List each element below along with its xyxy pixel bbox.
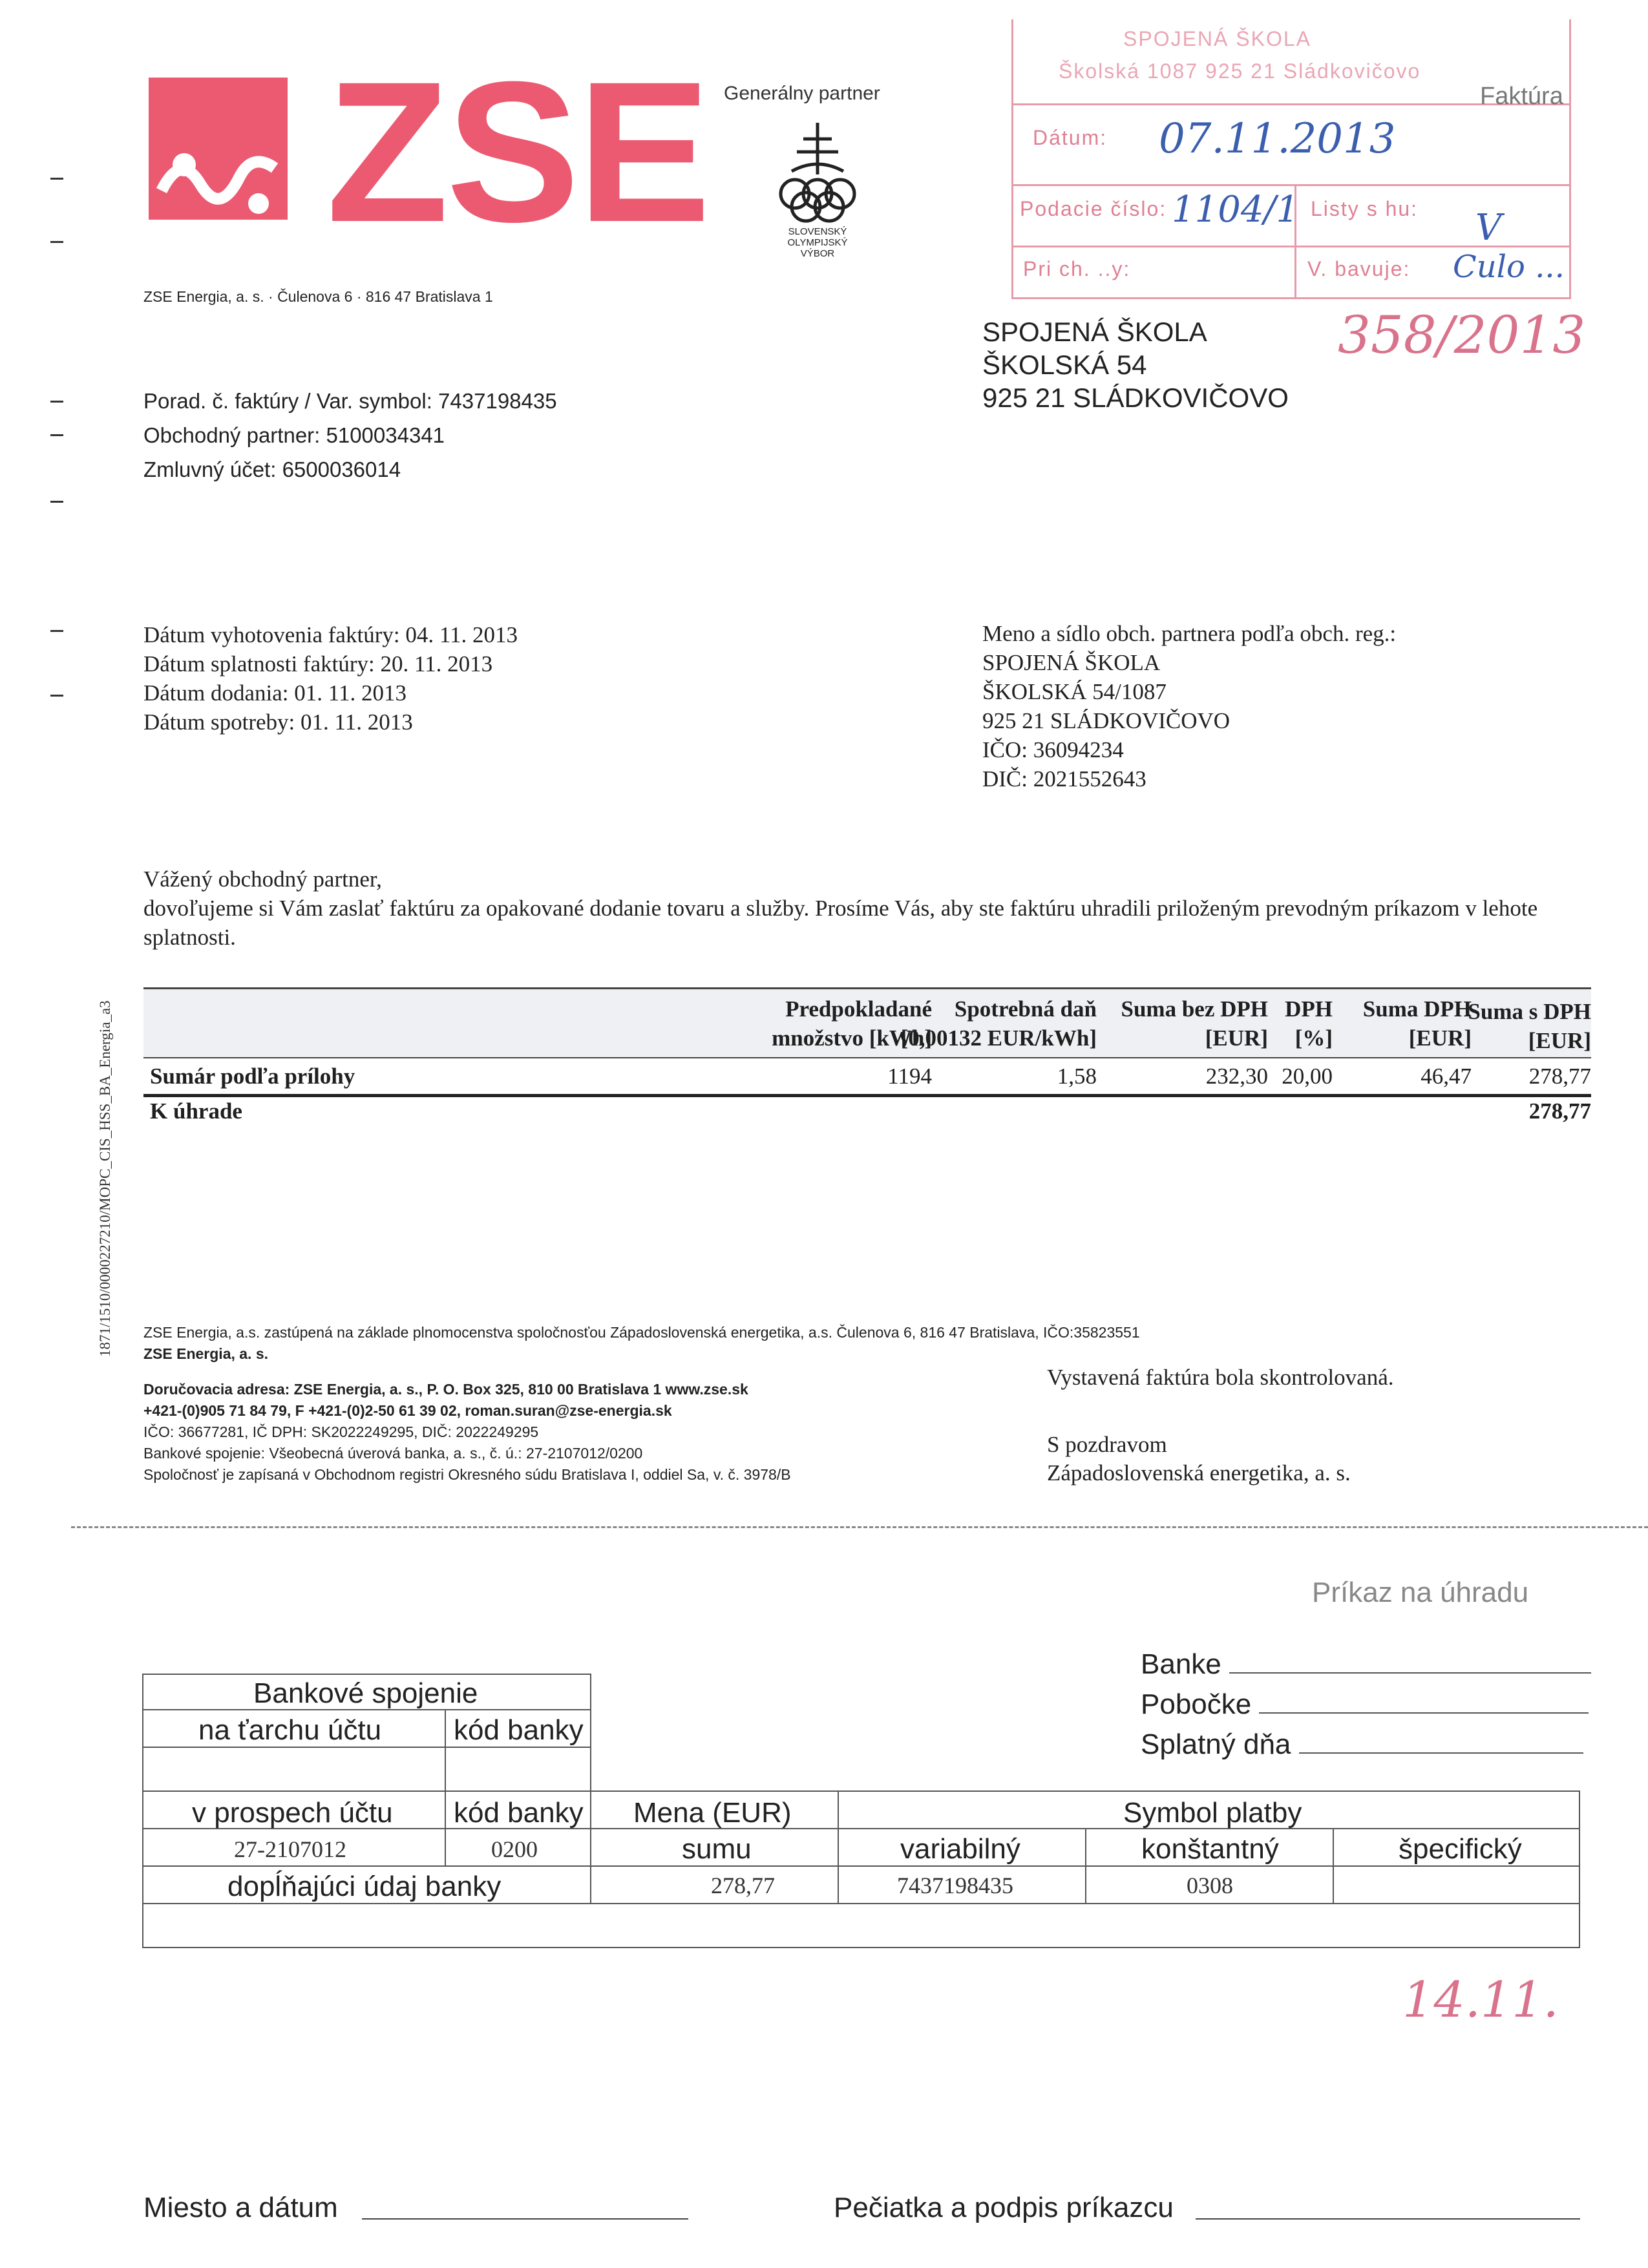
signature-label: Pečiatka a podpis príkazcu <box>834 2192 1174 2223</box>
business-partner-number: Obchodný partner: 5100034341 <box>143 423 445 447</box>
col-header-quantity: Predpokladané množstvo [kWh] <box>772 996 932 1051</box>
branch-line: Pobočke <box>1141 1685 1591 1725</box>
debit-code-value-cell <box>445 1747 591 1792</box>
symbol-header-cell: Symbol platby <box>838 1790 1580 1829</box>
cell-excise: 1,58 <box>1057 1064 1097 1089</box>
constant-label-cell: konštantný <box>1085 1828 1334 1867</box>
olympic-committee-logo <box>766 116 869 265</box>
partner-dic: DIČ: 2021552643 <box>982 766 1146 792</box>
issue-date: Dátum vyhotovenia faktúry: 04. 11. 2013 <box>143 622 518 647</box>
invoice-references <box>143 384 557 487</box>
cell-net: 232,30 <box>1205 1064 1268 1089</box>
zse-logo-text: ZSE <box>326 39 708 264</box>
stamp-attachments-value: V <box>1475 207 1503 249</box>
due-date: Dátum splatnosti faktúry: 20. 11. 2013 <box>143 651 493 677</box>
handwritten-date: 14.11. <box>1402 1971 1559 2028</box>
total-label: K úhrade <box>150 1098 242 1124</box>
registry-info: Spoločnosť je zapísaná v Obchodnom registri Okresného súdu Bratislava I, oddiel Sa, v. č. 3978/B <box>143 1466 791 1483</box>
recipient-line: ŠKOLSKÁ 54 <box>982 350 1147 380</box>
olympic-text-line-1: SLOVENSKÝ <box>788 226 847 237</box>
margin-mark <box>50 434 63 436</box>
partner-reg-line: 925 21 SLÁDKOVIČOVO <box>982 708 1231 733</box>
specific-value-cell <box>1333 1865 1580 1904</box>
account-value-cell: 27-2107012 <box>142 1828 446 1867</box>
debit-account-cell: na ťarchu účtu <box>142 1709 446 1748</box>
bank-code-value-cell: 0200 <box>445 1828 591 1867</box>
credit-account-cell: v prospech účtu <box>142 1790 446 1829</box>
stamp-processes-label: V. bavuje: <box>1307 257 1411 280</box>
bank-connection: Bankové spojenie: Všeobecná úverová banka, a. s., č. ú.: 27-2107012/0200 <box>143 1445 643 1462</box>
representation-line: ZSE Energia, a.s. zastúpená na základe plnomocenstva spoločnosťou Západoslovenská energetika, a.s. Čulenova 6, 816 47 Bratislava, IČO:35823551 <box>143 1324 1140 1341</box>
general-partner-label: Generálny partner <box>724 83 880 104</box>
company-ids: IČO: 36677281, IČ DPH: SK2022249295, DIČ: 2022249295 <box>143 1423 539 1440</box>
company-footer <box>143 1322 1140 1486</box>
partner-ico: IČO: 36094234 <box>982 737 1124 762</box>
checked-note: Vystavená faktúra bola skontrolovaná. <box>1047 1365 1394 1390</box>
consumption-date: Dátum spotreby: 01. 11. 2013 <box>143 709 413 735</box>
margin-mark <box>50 695 63 697</box>
stamp-handler-label: Pri ch. ..y: <box>1023 257 1131 280</box>
amount-value-cell: 278,77 <box>590 1865 839 1904</box>
table-header-row <box>143 987 1591 1058</box>
greeting-paragraph <box>143 865 1598 952</box>
constant-value-cell: 0308 <box>1085 1865 1334 1904</box>
recipient-address <box>982 315 1289 414</box>
margin-mark <box>50 501 63 503</box>
invoice-number: Porad. č. faktúry / Var. symbol: 7437198435 <box>143 389 557 413</box>
debit-account-value-cell <box>142 1747 446 1792</box>
credit-bank-code-cell: kód banky <box>445 1790 591 1829</box>
tear-off-line <box>71 1526 1648 1528</box>
stamp-date-label: Dátum: <box>1033 126 1108 149</box>
sender-address-line: ZSE Energia, a. s. · Čulenova 6 · 816 47 Bratislava 1 <box>143 288 493 305</box>
stamp-divider <box>1294 184 1296 297</box>
place-date-line <box>362 2218 688 2220</box>
stamp-divider <box>1013 246 1569 247</box>
greeting-body: dovoľujeme si Vám zaslať faktúru za opakované dodanie tovaru a služby. Prosíme Vás, aby ste faktúru uhradili priloženým prevodným príkazom v lehote splatnosti. <box>143 896 1538 950</box>
stamp-reg-value: 1104/1 <box>1172 189 1300 231</box>
margin-mark <box>50 241 63 243</box>
partner-registration <box>982 619 1396 793</box>
delivery-address: Doručovacia adresa: ZSE Energia, a. s., P. O. Box 325, 810 00 Bratislava 1 www.zse.sk <box>143 1381 748 1398</box>
olympic-text-line-3: VÝBOR <box>800 248 835 259</box>
company-name: ZSE Energia, a. s. <box>143 1345 269 1362</box>
document-type-label: Faktúra <box>1480 83 1563 110</box>
table-row <box>143 1058 1591 1094</box>
supplementary-label-cell: dopĺňajúci údaj banky <box>142 1865 591 1904</box>
stamp-processes-value: Culo ... <box>1453 249 1565 285</box>
margin-mark <box>50 630 63 632</box>
stamp-reg-label: Podacie číslo: <box>1020 197 1167 220</box>
delivery-date: Dátum dodania: 01. 11. 2013 <box>143 680 407 706</box>
invoice-dates <box>143 620 518 737</box>
currency-cell: Mena (EUR) <box>590 1790 839 1829</box>
place-date-label: Miesto a dátum <box>143 2192 338 2223</box>
payment-order-title: Príkaz na úhradu <box>1312 1577 1529 1608</box>
signature-line <box>1196 2218 1580 2220</box>
cell-vat-amount: 46,47 <box>1421 1064 1472 1089</box>
partner-reg-line: ŠKOLSKÁ 54/1087 <box>982 679 1167 704</box>
total-value: 278,77 <box>1528 1098 1591 1124</box>
cell-gross: 278,77 <box>1528 1064 1591 1089</box>
col-header-net: Suma bez DPH [EUR] <box>1121 996 1268 1051</box>
payment-order-table <box>142 1674 1580 1958</box>
variable-label-cell: variabilný <box>838 1828 1086 1867</box>
amount-label-cell: sumu <box>590 1828 839 1867</box>
variable-value-cell: 7437198435 <box>838 1865 1086 1904</box>
recipient-line: 925 21 SLÁDKOVIČOVO <box>982 383 1289 413</box>
col-header-vat-amount: Suma DPH [EUR] <box>1362 996 1472 1051</box>
signature-company: Západoslovenská energetika, a. s. <box>1047 1460 1351 1486</box>
zse-logo-mark <box>149 78 288 220</box>
col-header-gross: Suma s DPH [EUR] <box>1468 999 1591 1053</box>
cell-vat-rate: 20,00 <box>1282 1064 1333 1089</box>
specific-label-cell: špecifický <box>1333 1828 1580 1867</box>
partner-reg-heading: Meno a sídlo obch. partnera podľa obch. reg.: <box>982 621 1397 646</box>
margin-mark <box>50 401 63 403</box>
table-total-row <box>143 1094 1591 1136</box>
row-label: Sumár podľa prílohy <box>150 1064 355 1089</box>
partner-reg-line: SPOJENÁ ŠKOLA <box>982 650 1161 675</box>
payment-bottom-row <box>142 1903 1580 1948</box>
stamp-divider <box>1013 184 1569 186</box>
regards: S pozdravom <box>1047 1432 1167 1457</box>
olympic-text-line-2: OLYMPIJSKÝ <box>787 237 848 248</box>
col-header-vat-rate: DPH [%] <box>1285 996 1333 1051</box>
stamp-date-value: 07.11.2013 <box>1159 115 1396 163</box>
side-document-code: 1871/1510/0000227210/MOPC_CIS_HSS_BA_Energia_a3 <box>97 1000 113 1357</box>
stamp-header-2: Školská 1087 925 21 Sládkovičovo <box>1059 59 1421 83</box>
stamp-attachments-label: Listy s hu: <box>1311 197 1419 220</box>
cell-quantity: 1194 <box>887 1064 932 1089</box>
closing-block <box>1047 1363 1394 1487</box>
invoice-summary-table <box>143 987 1591 1136</box>
recipient-line: SPOJENÁ ŠKOLA <box>982 317 1207 347</box>
due-line: Splatný dňa <box>1141 1725 1591 1765</box>
contact-line: +421-(0)905 71 84 79, F +421-(0)2-50 61 39 02, roman.suran@zse-energia.sk <box>143 1402 672 1419</box>
registry-stamp <box>1011 19 1571 299</box>
contract-account-number: Zmluvný účet: 6500036014 <box>143 457 401 481</box>
bank-connection-header: Bankové spojenie <box>142 1674 591 1709</box>
debit-bank-code-cell: kód banky <box>445 1709 591 1748</box>
handwritten-file-number: 358/2013 <box>1338 305 1586 365</box>
salutation: Vážený obchodný partner, <box>143 866 382 892</box>
bank-line: Banke <box>1141 1644 1591 1685</box>
margin-mark <box>50 178 63 180</box>
stamp-header-1: SPOJENÁ ŠKOLA <box>1123 27 1311 50</box>
col-header-excise: Spotrebná daň [0,00132 EUR/kWh] <box>900 996 1097 1051</box>
